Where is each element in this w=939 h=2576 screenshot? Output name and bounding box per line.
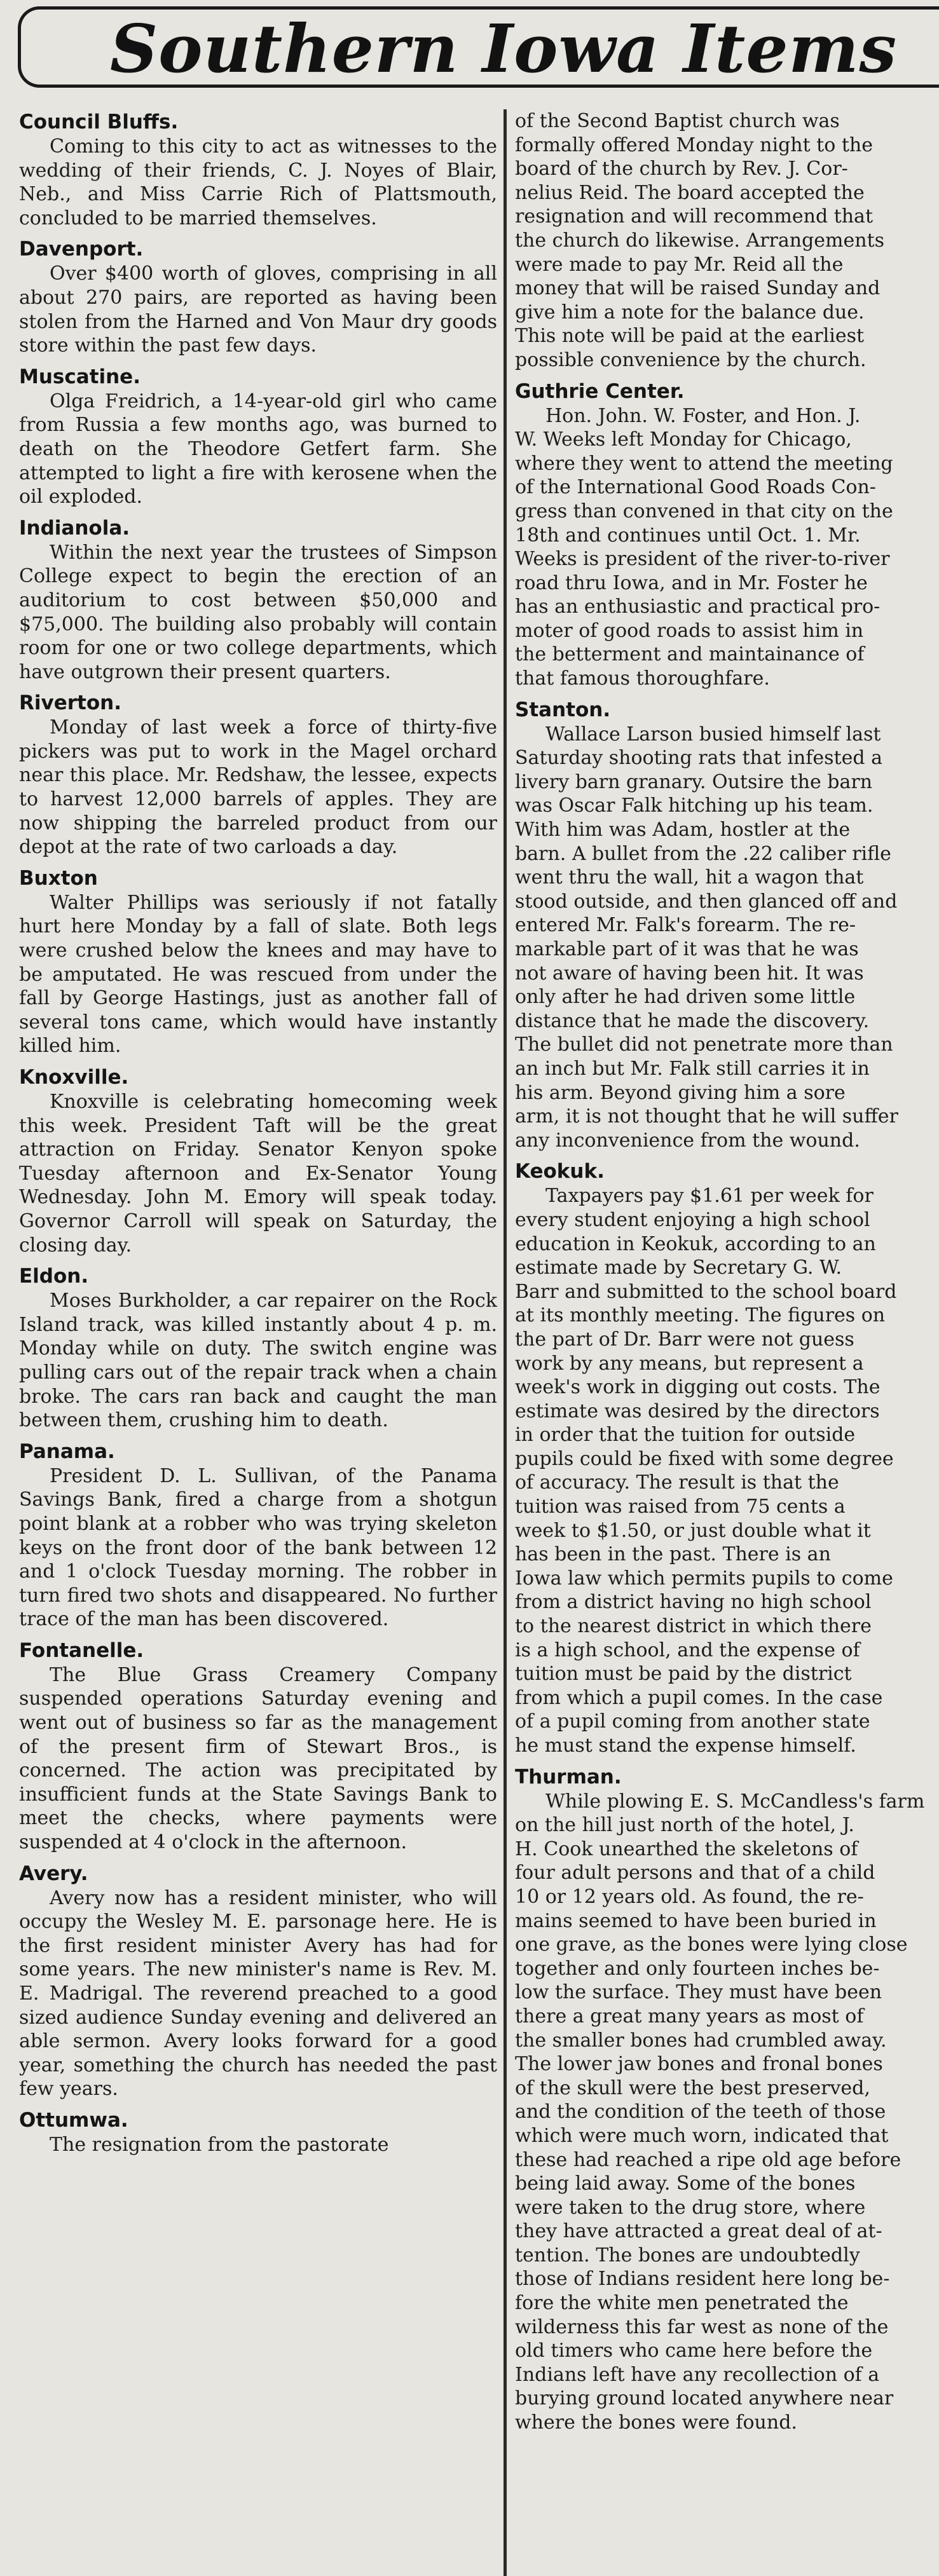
article-line: has an enthusiastic and practical pro- [515, 596, 881, 618]
article-body: Moses Burkholder, a car repairer on the Rock Island track, was killed instantly about 4 p. m. Monday while on duty. The switch engine was pulling cars out of the repair track when a chain broke. The cars ran back and caught the man between them, crushing him to death. [19, 1290, 497, 1432]
article-keokuk [515, 1159, 939, 1757]
article-line: week's work in digging out costs. The [515, 1376, 881, 1399]
article-line: on the hill just north of the hotel, J. [515, 1814, 854, 1837]
article-riverton [19, 690, 497, 859]
article-line: in order that the tuition for outside [515, 1424, 856, 1447]
article-line: 18th and continues until Oct. 1. Mr. [515, 524, 861, 547]
article-line: pupils could be fixed with some degree [515, 1447, 894, 1470]
article-line: not aware of having been hit. It was [515, 962, 864, 985]
article-line: is a high school, and the expense of [515, 1639, 860, 1661]
article-heading: Indianola. [19, 516, 130, 540]
article-line: from which a pupil comes. In the case [515, 1686, 883, 1709]
article-line: board of the church by Rev. J. Cor- [515, 158, 848, 181]
article-line: he must stand the expense himself. [515, 1734, 856, 1757]
article-line: estimate made by Secretary G. W. [515, 1257, 842, 1279]
article-panama [19, 1439, 497, 1632]
article-line: Barr and submitted to the school board [515, 1280, 897, 1303]
masthead-frame [18, 6, 939, 88]
article-body: Coming to this city to act as witnesses to the wedding of their friends, C. J. Noyes of Blair, Neb., and Miss Carrie Rich of Plattsmouth, concluded to be married themselves. [19, 135, 497, 229]
article-line: entered Mr. Falk's forearm. The re- [515, 914, 856, 937]
article-line: work by any means, but represent a [515, 1352, 864, 1375]
article-line: the smaller bones had crumbled away. [515, 2029, 887, 2052]
article-ottumwa [19, 2108, 497, 2157]
article-line: Wallace Larson busied himself last [545, 723, 881, 746]
article-heading: Eldon. [19, 1265, 89, 1288]
article-heading: Knoxville. [19, 1066, 129, 1089]
article-line: markable part of it was that he was [515, 938, 859, 960]
article-muscatine [19, 364, 497, 509]
article-heading: Ottumwa. [19, 2108, 128, 2132]
article-line: the church do likewise. Arrangements [515, 229, 885, 252]
article-line: This note will be paid at the earliest [515, 325, 865, 348]
article-line: week to $1.50, or just double what it [515, 1519, 871, 1542]
column-left [19, 109, 497, 2576]
article-knoxville [19, 1065, 497, 1257]
article-line: arm, it is not thought that he will suffer [515, 1105, 898, 1128]
article-line: money that will be raised Sunday and [515, 277, 881, 300]
article-heading: Fontanelle. [19, 1639, 144, 1662]
article-body: Olga Freidrich, a 14-year-old girl who came from Russia a few months ago, was burned to death on the Theodore Getfert farm. She attempted to light a fire with kerosene when the oil exploded. [19, 390, 497, 508]
article-line: distance that he made the discovery. [515, 1009, 870, 1032]
article-line: formally offered Monday night to the [515, 133, 873, 156]
article-line: While plowing E. S. McCandless's farm [545, 1790, 925, 1813]
article-line: 10 or 12 years old. As found, the re- [515, 1885, 864, 1908]
article-heading: Thurman. [515, 1765, 622, 1789]
article-line: Weeks is president of the river-to-river [515, 548, 890, 571]
article-line: these had reached a ripe old age before [515, 2148, 901, 2171]
article-line: moter of good roads to assist him in [515, 619, 864, 642]
article-heading: Stanton. [515, 698, 611, 721]
article-line: resignation and will recommend that [515, 205, 873, 228]
article-line: wilderness this far west as none of the [515, 2315, 889, 2338]
article-line: fore the white men penetrated the [515, 2292, 849, 2315]
article-body: Avery now has a resident minister, who will occupy the Wesley M. E. parsonage here. He is the first resident minister Avery has had for some years. The new minister's name is Rev. M. E. Madrigal. The reverend preached to a good sized audience Sunday evening and delivered an able sermon. Avery looks forward for a good year, something the church has needed the past few years. [19, 1886, 497, 2101]
article-line: they have attracted a great deal of at- [515, 2220, 882, 2243]
article-line: education in Keokuk, according to an [515, 1232, 876, 1255]
article-line: four adult persons and that of a child [515, 1862, 875, 1884]
article-line: possible convenience by the church. [515, 348, 867, 371]
article-line: livery barn granary. Outsire the barn [515, 770, 873, 793]
article-line: barn. A bullet from the .22 caliber rifle [515, 842, 891, 865]
article-avery [19, 1861, 497, 2101]
article-line: being laid away. Some of the bones [515, 2172, 856, 2195]
article-line: together and only fourteen inches be- [515, 1957, 880, 1980]
article-line: of accuracy. The result is that the [515, 1471, 839, 1494]
article-line: W. Weeks left Monday for Chicago, [515, 428, 852, 451]
article-line: mains seemed to have been buried in [515, 1909, 877, 1932]
article-body: Knoxville is celebrating homecoming week this week. President Taft will be the great attraction on Friday. Senator Kenyon spoke Tuesday afternoon and Ex-Senator Young Wednesday. John M. Emory will speak today. Governor Carroll will speak on Saturday, the closing day. [19, 1091, 497, 1257]
article-line: nelius Reid. The board accepted the [515, 181, 865, 204]
article-indianola [19, 515, 497, 685]
article-heading: Buxton [19, 866, 98, 890]
article-line: his arm. Beyond giving him a sore [515, 1081, 846, 1104]
article-line: only after he had driven some little [515, 986, 856, 1009]
article-line: of the skull were the best preserved, [515, 2076, 870, 2099]
article-body: Within the next year the trustees of Simpson College expect to begin the erection of an auditorium to cost between $50,000 and $75,000. The building also probably will contain room for one or two college departments, which have outgrown their present quarters. [19, 541, 497, 683]
article-davenport [19, 236, 497, 357]
article-heading: Council Bluffs. [19, 111, 179, 133]
article-line: the part of Dr. Barr were not guess [515, 1328, 854, 1351]
article-line: road thru Iowa, and in Mr. Foster he [515, 571, 868, 594]
article-fontanelle [19, 1638, 497, 1855]
article-line: Iowa law which permits pupils to come [515, 1567, 893, 1590]
article-line: where the bones were found. [515, 2411, 797, 2434]
article-line: give him a note for the balance due. [515, 301, 865, 324]
article-line: those of Indians resident here long be- [515, 2268, 890, 2291]
article-line: went thru the wall, hit a wagon that [515, 866, 864, 889]
article-line: old timers who came here before the [515, 2340, 873, 2362]
article-line: an inch but Mr. Falk still carries it in [515, 1057, 870, 1080]
article-line: were made to pay Mr. Reid all the [515, 253, 844, 276]
column-divider [504, 109, 507, 2576]
article-body: Monday of last week a force of thirty-five pickers was put to work in the Magel orchard near this place. Mr. Redshaw, the lessee, expects to harvest 12,000 barrels of apples. They are now shipping the barreled product from our depot at the rate of two carloads a day. [19, 716, 497, 859]
article-line: H. Cook unearthed the skeletons of [515, 1837, 858, 1860]
article-heading: Muscatine. [19, 365, 141, 388]
article-heading: Avery. [19, 1862, 88, 1885]
article-line: Hon. John. W. Foster, and Hon. J. [545, 404, 861, 427]
article-line: where they went to attend the meeting [515, 452, 893, 475]
article-body: President D. L. Sullivan, of the Panama Savings Bank, fired a charge from a shotgun point blank at a robber who was trying skeleton keys on the front door of the bank between 12 and 1 o'clock Tuesday morning. The robber in turn fired two shots and disappeared. No further trace of the man has been discovered. [19, 1464, 497, 1631]
article-line: at its monthly meeting. The figures on [515, 1304, 886, 1327]
article-line: tuition must be paid by the district [515, 1663, 852, 1686]
article-line: Taxpayers pay $1.61 per week for [545, 1185, 874, 1208]
article-body: Over $400 worth of gloves, comprising in all about 270 pairs, are reported as having been stolen from the Harned and Von Maur dry goods store within the past few days. [19, 262, 497, 357]
article-line: of a pupil coming from another state [515, 1710, 870, 1733]
article-line: The lower jaw bones and fronal bones [515, 2053, 883, 2076]
article-thurman [515, 1764, 939, 2435]
article-line: estimate was desired by the directors [515, 1400, 880, 1422]
article-guthrie-center [515, 379, 939, 691]
article-heading: Keokuk. [515, 1160, 605, 1183]
article-line: The bullet did not penetrate more than [515, 1033, 893, 1056]
article-line: tention. The bones are undoubtedly [515, 2244, 860, 2266]
article-buxton [19, 866, 497, 1058]
article-line: Saturday shooting rats that infested a [515, 747, 882, 770]
article-line: has been in the past. There is an [515, 1543, 831, 1566]
article-line: and the condition of the teeth of those [515, 2101, 886, 2123]
article-line: low the surface. They must have been [515, 1981, 882, 2004]
article-line: there a great many years as most of [515, 2005, 864, 2027]
article-line: tuition was raised from 75 cents a [515, 1496, 846, 1518]
article-heading: Riverton. [19, 692, 121, 715]
article-heading: Guthrie Center. [515, 379, 685, 403]
article-line: burying ground located anywhere near [515, 2387, 894, 2410]
article-line: stood outside, and then glanced off and [515, 890, 898, 913]
article-line: of the International Good Roads Con- [515, 476, 876, 499]
article-line: every student enjoying a high school [515, 1208, 870, 1231]
article-line: were taken to the drug store, where [515, 2196, 866, 2219]
column-right [515, 109, 939, 2576]
masthead-title: Southern Iowa Items [110, 10, 898, 88]
article-line: which were much worn, indicated that [515, 2124, 889, 2147]
article-body: The Blue Grass Creamery Company suspended operations Saturday evening and went out of business so far as the management of the present firm of Stewart Bros., is concerned. The action was precipitated by insufficient funds at the State Savings Bank to meet the checks, where payments were suspended at 4 o'clock in the afternoon. [19, 1663, 497, 1854]
article-council-bluffs [19, 109, 497, 230]
article-line: Indians left have any recollection of a [515, 2363, 880, 2386]
article-heading: Davenport. [19, 238, 144, 261]
article-line: of the Second Baptist church was [515, 110, 840, 132]
article-line: the betterment and maintainance of [515, 643, 865, 666]
article-line: any inconvenience from the wound. [515, 1129, 860, 1152]
article-eldon [19, 1264, 497, 1433]
article-body: The resignation from the pastorate [50, 2133, 389, 2156]
article-line: one grave, as the bones were lying close [515, 1933, 908, 1956]
article-line: With him was Adam, hostler at the [515, 819, 851, 842]
article-line: that famous thoroughfare. [515, 667, 770, 690]
article-line: was Oscar Falk hitching up his team. [515, 794, 874, 817]
article-line: from a district having no high school [515, 1591, 872, 1614]
article-stanton [515, 697, 939, 1153]
article-body: Walter Phillips was seriously if not fatally hurt here Monday by a fall of slate. Both legs were crushed below the knees and may have to be amputated. He was rescued from under the fall by George Hastings, just as another fall of several tons came, which would have instantly killed him. [19, 891, 497, 1058]
article-line: to the nearest district in which there [515, 1615, 872, 1638]
article-line: gress than convened in that city on the [515, 500, 893, 522]
article-heading: Panama. [19, 1440, 115, 1463]
article-continued [515, 109, 939, 372]
